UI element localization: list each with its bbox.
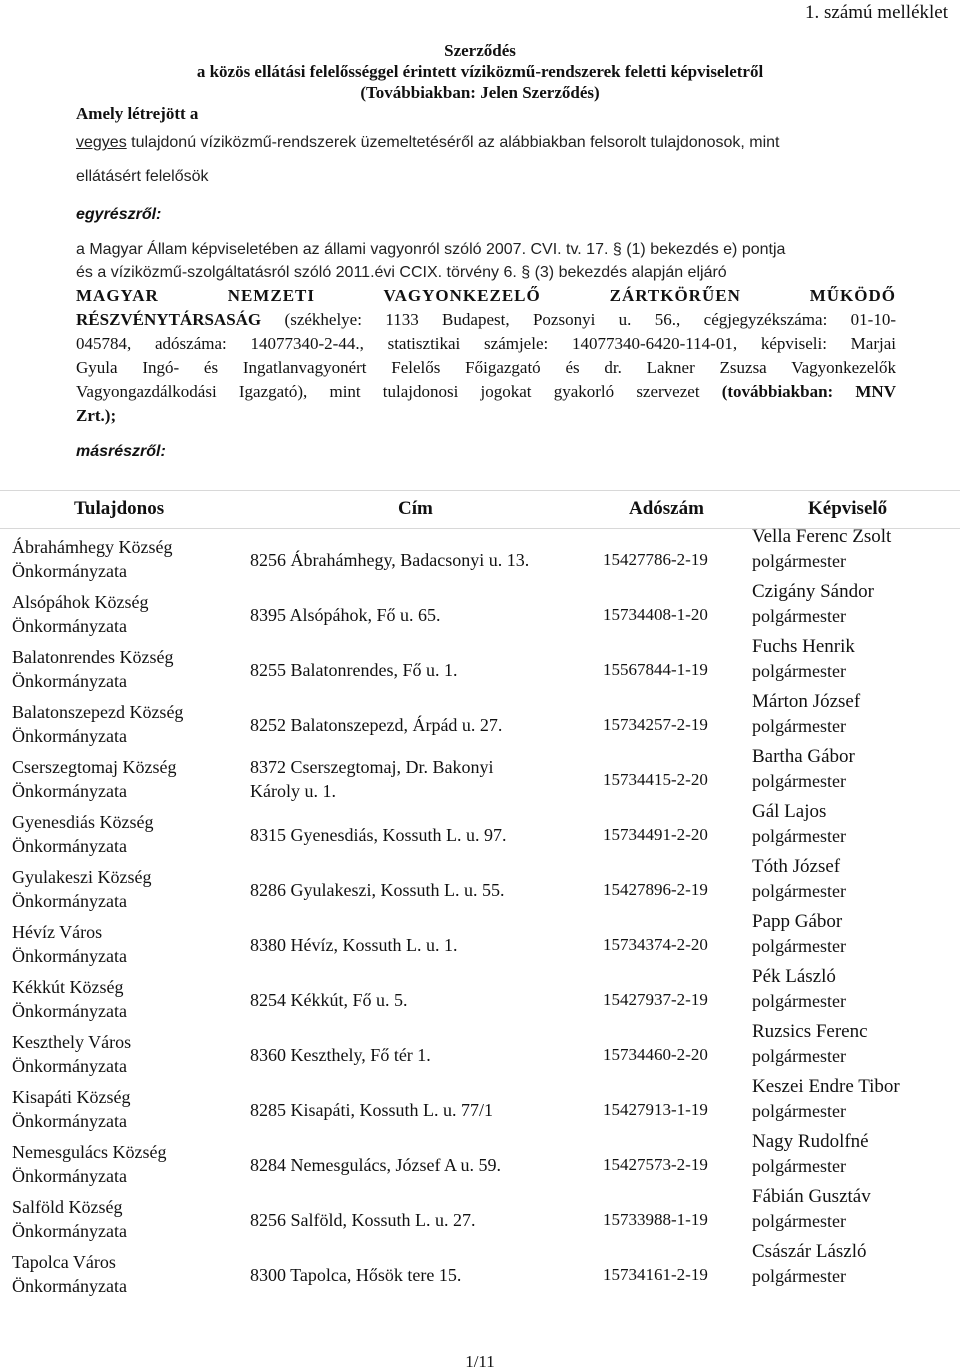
tax-cell: 15734415-2-20: [603, 770, 708, 789]
representative-cell: Czigány Sándor polgármester: [752, 581, 874, 626]
address-cell: 8300 Tapolca, Hősök tere 15.: [250, 1265, 462, 1285]
contract-title: Szerződés: [444, 41, 516, 60]
representative-cell: Tóth József polgármester: [752, 856, 846, 901]
representative-cell: Bartha Gábor polgármester: [752, 746, 855, 791]
owner-cell: Balatonszepezd Község Önkormányzata: [12, 702, 184, 746]
tax-cell: 15734374-2-20: [603, 935, 708, 954]
representative-cell: Fuchs Henrik polgármester: [752, 636, 855, 681]
representative-cell: Keszei Endre Tibor polgármester: [752, 1076, 900, 1121]
intro-text: [76, 126, 896, 194]
header-tax-number: Adószám: [629, 498, 704, 519]
owner-cell: Ábrahámhegy Község Önkormányzata: [12, 537, 173, 581]
party1-line-6: Gyula Ingó- és Ingatlanvagyonért Felelős Főigazgató és dr. Lakner Zsuzsa Vagyonkezelők: [76, 358, 896, 377]
representative-cell: Nagy Rudolfné polgármester: [752, 1131, 869, 1176]
page-number: 1/11: [465, 1352, 495, 1371]
tax-cell: 15427786-2-19: [603, 550, 708, 569]
owner-cell: Nemesgulács Község Önkormányzata: [12, 1142, 167, 1186]
tax-cell: 15733988-1-19: [603, 1210, 708, 1229]
owner-cell: Hévíz Város Önkormányzata: [12, 922, 127, 966]
header-representative: Képviselő: [808, 498, 888, 519]
contract-short-name: (Továbbiakban: Jelen Szerződés): [360, 83, 600, 102]
owner-cell: Cserszegtomaj Község Önkormányzata: [12, 757, 177, 801]
owner-cell: Tapolca Város Önkormányzata: [12, 1252, 127, 1296]
tax-cell: 15427937-2-19: [603, 990, 708, 1009]
tax-cell: 15734161-2-19: [603, 1265, 708, 1284]
table-row: [0, 1241, 960, 1305]
tax-cell: 15734408-1-20: [603, 605, 708, 624]
header-owner: Tulajdonos: [74, 498, 165, 519]
owner-cell: Keszthely Város Önkormányzata: [12, 1032, 132, 1076]
header-address: Cím: [398, 498, 433, 519]
annex-label: 1. számú melléklet: [805, 2, 948, 23]
address-cell: 8254 Kékkút, Fő u. 5.: [250, 990, 408, 1010]
representative-cell: Pék László polgármester: [752, 966, 846, 1011]
address-cell: 8360 Keszthely, Fő tér 1.: [250, 1045, 431, 1065]
representative-cell: Vella Ferenc Zsolt polgármester: [752, 526, 892, 571]
owner-cell: Salföld Község Önkormányzata: [12, 1197, 127, 1241]
owner-cell: Gyenesdiás Község Önkormányzata: [12, 812, 154, 856]
representative-cell: Márton József polgármester: [752, 691, 861, 736]
party1-line-2: és a víziközmű-szolgáltatásról szóló 2011.évi CCIX. törvény 6. § (3) bekezdés alapján eljáró: [76, 264, 727, 281]
party1-abbrev-end: Zrt.);: [76, 406, 117, 425]
address-cell: 8256 Ábrahámhegy, Badacsonyi u. 13.: [250, 550, 530, 570]
party1-label: egyrészről:: [76, 206, 162, 223]
owner-cell: Kékkút Község Önkormányzata: [12, 977, 127, 1021]
intro-text-1: tulajdonú víziközmű-rendszerek üzemeltetéséről az alábbiakban felsorolt tulajdonosok, mint: [126, 134, 780, 151]
party2-label: másrészről:: [76, 443, 166, 460]
tax-cell: 15567844-1-19: [603, 660, 708, 679]
party1-line-4: (székhelye: 1133 Budapest, Pozsonyi u. 56., cégjegyzékszáma: 01-10-: [261, 310, 896, 329]
address-cell: 8252 Balatonszepezd, Árpád u. 27.: [250, 715, 503, 735]
owner-cell: Balatonrendes Község Önkormányzata: [12, 647, 174, 691]
tax-cell: 15734460-2-20: [603, 1045, 708, 1064]
address-cell: 8285 Kisapáti, Kossuth L. u. 77/1: [250, 1100, 493, 1120]
tax-cell: 15427573-2-19: [603, 1155, 708, 1174]
address-cell: 8372 Cserszegtomaj, Dr. Bakonyi Károly u. 1.: [250, 757, 494, 801]
representative-cell: Császár László polgármester: [752, 1241, 867, 1286]
address-cell: 8284 Nemesgulács, József A u. 59.: [250, 1155, 501, 1175]
party1-line-5: 045784, adószáma: 14077340-2-44., statisztikai számjele: 14077340-6420-114-01, képviseli: Marjai: [76, 334, 896, 353]
tax-cell: 15427896-2-19: [603, 880, 708, 899]
contract-subtitle: a közös ellátási felelősséggel érintett víziközmű-rendszerek feletti képviseletről: [196, 62, 764, 81]
mnv-name: MAGYAR NEMZETI VAGYONKEZELŐ ZÁRTKÖRŰEN MŰKÖDŐ: [76, 286, 896, 305]
tax-cell: 15734491-2-20: [603, 825, 708, 844]
intro-heading: Amely létrejött a: [76, 104, 199, 123]
address-cell: 8395 Alsópáhok, Fő u. 65.: [250, 605, 441, 625]
mnv-name-2: RÉSZVÉNYTÁRSASÁG: [76, 310, 262, 329]
table-top-border: [0, 490, 960, 491]
representative-cell: Papp Gábor polgármester: [752, 911, 846, 956]
owner-cell: Kisapáti Község Önkormányzata: [12, 1087, 131, 1131]
owner-cell: Gyulakeszi Község Önkormányzata: [12, 867, 152, 911]
party1-line-1: a Magyar Állam képviseletében az állami vagyonról szóló 2007. CVI. tv. 17. § (1) bekezdés e) pontja: [76, 241, 786, 258]
party1-abbrev: (továbbiakban: MNV: [721, 382, 896, 401]
address-cell: 8315 Gyenesdiás, Kossuth L. u. 97.: [250, 825, 507, 845]
party1-line-7: Vagyongazdálkodási Igazgató), mint tulajdonosi jogokat gyakorló szervezet: [76, 382, 722, 401]
representative-cell: Fábián Gusztáv polgármester: [752, 1186, 871, 1231]
address-cell: 8256 Salföld, Kossuth L. u. 27.: [250, 1210, 476, 1230]
intro-text-2: ellátásért felelősök: [76, 168, 209, 185]
address-cell: 8255 Balatonrendes, Fő u. 1.: [250, 660, 458, 680]
representative-cell: Ruzsics Ferenc polgármester: [752, 1021, 868, 1066]
party1-details: [76, 284, 896, 428]
representative-cell: Gál Lajos polgármester: [752, 801, 846, 846]
address-cell: 8286 Gyulakeszi, Kossuth L. u. 55.: [250, 880, 505, 900]
intro-underlined: vegyes: [76, 134, 127, 151]
tax-cell: 15427913-1-19: [603, 1100, 708, 1119]
party1-paragraph: [76, 238, 896, 284]
address-cell: 8380 Hévíz, Kossuth L. u. 1.: [250, 935, 458, 955]
tax-cell: 15734257-2-19: [603, 715, 708, 734]
owner-cell: Alsópáhok Község Önkormányzata: [12, 592, 149, 636]
